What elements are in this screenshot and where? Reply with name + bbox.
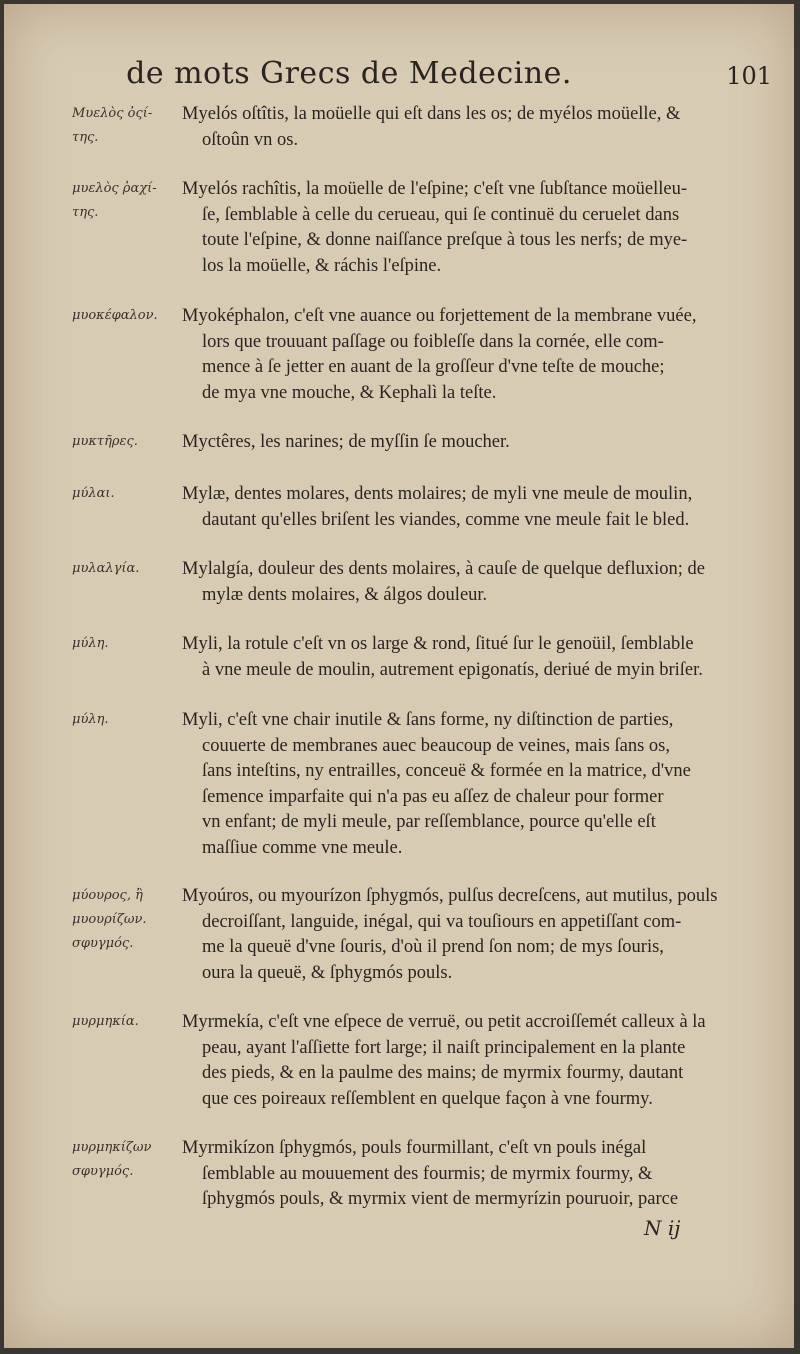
greek-term: μυλαλγία. [72,561,140,576]
entry-definition: Myrmikízon ſphygmós, pouls fourmillant, c'eſt vn pouls inégal ſemblable au mouuement des fourmis; de myrmix fourmy, & ſphygmós pouls, & myrmix vient de mermyrízin pouruoir, parce [182,1138,679,1209]
greek-term: μυκτῆρες. [72,434,138,449]
entry-definition: Mylalgía, douleur des dents molaires, à cauſe de quelque defluxion; de mylæ dents molaires, & álgos douleur. [182,559,705,605]
entry-definition: Myli, c'eſt vne chair inutile & ſans forme, ny diſtinction de parties, couuerte de membranes auec beaucoup de veines, mais ſans os, ſans inteſtins, ny entrailles, conceuë & formée en la matrice, d'vne ſemence imparfaite qui n'a pas eu aſſez de chaleur pour former vn enfant; de myli meule, par reſſemblance, pource qu'elle eſt maſſiue comme vne meule. [182,710,691,858]
greek-term: μύλαι. [72,486,115,501]
greek-term: Μυελὸς ὀςί- της. [72,106,153,145]
entry-definition: Myoúros, ou myourízon ſphygmós, pulſus decreſcens, aut mutilus, pouls decroiſſant, languide, inégal, qui va touſiours en appetiſſant com- me la queuë d'vne ſouris, d'où il prend ſon nom; de mys ſouris, oura la queuë, & ſphygmós pouls. [182,886,718,983]
greek-term: μύουρος, ἢ μυουρίζων. σφυγμός. [72,888,147,951]
entry-definition: Myrmekía, c'eſt vne eſpece de verruë, ou petit accroiſſemét calleux à la peau, ayant l'aſſiette fort large; il naiſt principalement en la plante des pieds, & en la paulme des mains; de myrmix fourmy, dautant que ces poireaux reſſemblent en quelque façon à vne fourmy. [182,1012,706,1109]
greek-term: μυελὸς ῥαχί- της. [72,181,157,220]
greek-term: μύλη. [72,712,109,727]
running-head: de mots Grecs de Medecine. [126,56,572,91]
greek-term: μυρμηκίζων σφυγμός. [72,1140,152,1179]
greek-term: μυρμηκία. [72,1014,139,1029]
entry-definition: Myelós rachîtis, la moüelle de l'eſpine; c'eſt vne ſubſtance moüelleu- ſe, ſemblable à celle du cerueau, qui ſe continuë du ceruelet dans toute l'eſpine, & donne naiſſance preſque à tous les nerfs; de mye- los la moüelle, & ráchis l'eſpine. [182,179,688,276]
catchword: N ij [644,1216,681,1240]
entry-definition: Myli, la rotule c'eſt vn os large & rond, ſitué ſur le genoüil, ſemblable à vne meule de moulin, autrement epigonatís, deriué de myin briſer. [182,634,703,680]
entry-definition: Myelós oſtîtis, la moüelle qui eſt dans les os; de myélos moüelle, & oſtoûn vn os. [182,104,681,150]
page-number: 101 [726,62,772,90]
entry-definition: Myctêres, les narines; de myſſin ſe moucher. [182,432,510,452]
greek-term: μυοκέφαλον. [72,308,158,323]
entry-definition: Myoképhalon, c'eſt vne auance ou forjettement de la membrane vuée, lors que trouuant paſſage ou foibleſſe dans la cornée, elle com- mence à ſe jetter en auant de la groſſeur d'vne teſte de mouche; de mya vne mouche, & Kephalì la teſte. [182,306,697,403]
entry-definition: Mylæ, dentes molares, dents molaires; de myli vne meule de moulin, dautant qu'elles briſent les viandes, comme vne meule fait le bled. [182,484,693,530]
greek-term: μύλη. [72,636,109,651]
book-page [4,4,794,1348]
